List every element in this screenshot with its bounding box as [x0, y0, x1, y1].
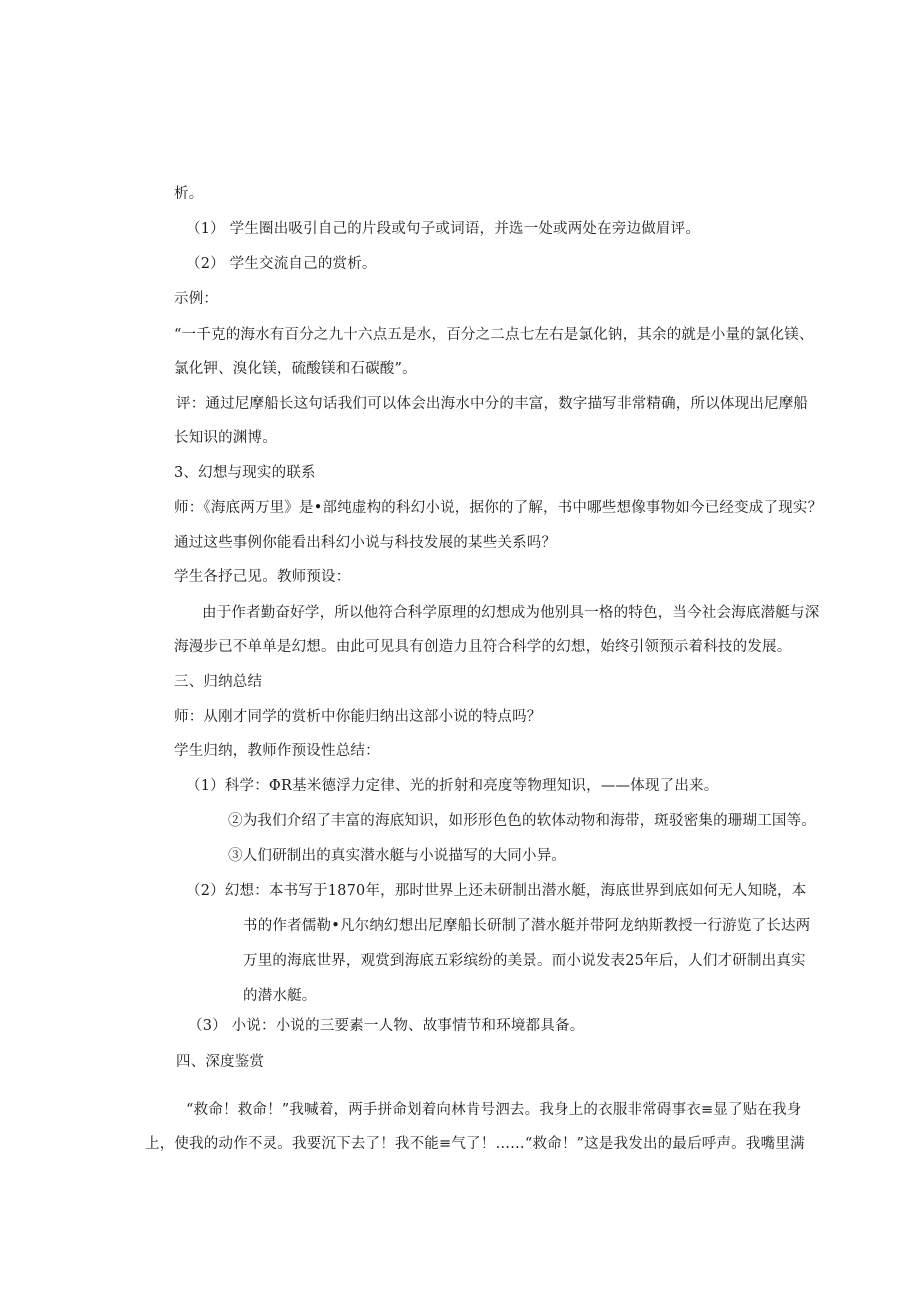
text-line: 师：从刚才同学的赏析中你能归纳出这部小说的特点吗？	[174, 709, 542, 725]
text-line: 万里的海底世界，观赏到海底五彩缤纷的美景。而小说发表25年后，人们才研制出真实	[243, 953, 806, 969]
text-line: 上，使我的动作不灵。我要沉下去了！我不能≡气了！……“救命！”这是我发出的最后呼声。我嘴里满	[145, 1136, 805, 1152]
text-line: 师：《海底两万里》是•部纯虚构的科幻小说，据你的了解，书中哪些想像事物如今已经变成了现实？	[174, 500, 823, 516]
text-line: 氯化钾、溴化镁，硫酸镁和石碳酸”。	[174, 361, 417, 377]
text-line: 示例：	[174, 291, 219, 307]
section-heading: 三、归纳总结	[174, 674, 263, 690]
text-line: 由于作者勤奋好学，所以他符合科学原理的幻想成为他别具一格的特色，当今社会海底潜艇与深	[202, 605, 820, 621]
text-line: 析。	[174, 186, 204, 202]
text-line: ③人们研制出的真实潜水艇与小说描写的大同小异。	[228, 848, 567, 864]
text-line: （1）科学：ΦR基米德浮力定律、光的折射和亮度等物理知识，——体现了出来。	[186, 778, 719, 794]
text-line: （1） 学生圈出吸引自己的片段或句子或词语，并选一处或两处在旁边做眉评。	[186, 221, 701, 237]
text-line: 长知识的渊博。	[174, 430, 277, 446]
text-line: （3） 小说：小说的三要素一人物、故事情节和环境都具备。	[188, 1018, 585, 1034]
text-line: 海漫步已不单单是幻想。由此可见具有创造力且符合科学的幻想，始终引领预示着科技的发展。	[174, 639, 792, 655]
text-line: 评：通过尼摩船长这句话我们可以体会出海水中分的丰富，数字描写非常精确，所以体现出尼摩船	[176, 396, 809, 412]
text-line: 学生归纳，教师作预设性总结：	[174, 743, 380, 759]
text-line: 学生各抒己见。教师预设：	[174, 569, 351, 585]
text-line: ②为我们介绍了丰富的海底知识，如形形色色的软体动物和海带，斑驳密集的珊瑚工国等。	[228, 813, 816, 829]
text-line: 通过这些事例你能看出科幻小说与科技发展的某些关系吗？	[174, 535, 557, 551]
section-heading: 3、幻想与现实的联系	[174, 465, 316, 481]
text-line: 书的作者儒勒•凡尔纳幻想出尼摩船长研制了潜水艇并带阿龙纳斯教授一行游览了长达两	[243, 918, 811, 934]
text-line: “一千克的海水有百分之九十六点五是水，百分之二点七左右是氯化钠，其余的就是小量的氯化镁、	[174, 327, 814, 343]
section-heading: 四、深度鉴赏	[176, 1054, 265, 1070]
text-line: （2）幻想：本书写于1870年，那时世界上还未研制出潜水艇，海底世界到底如何无人知晓，本	[186, 883, 807, 899]
text-line: （2） 学生交流自己的赏析。	[186, 256, 377, 272]
text-line: “救命！救命！”我喊着，两手拼命划着向林肯号泗去。我身上的衣服非常碍事衣≡显了贴在我身	[186, 1102, 802, 1118]
text-line: 的潜水艇。	[243, 988, 317, 1004]
